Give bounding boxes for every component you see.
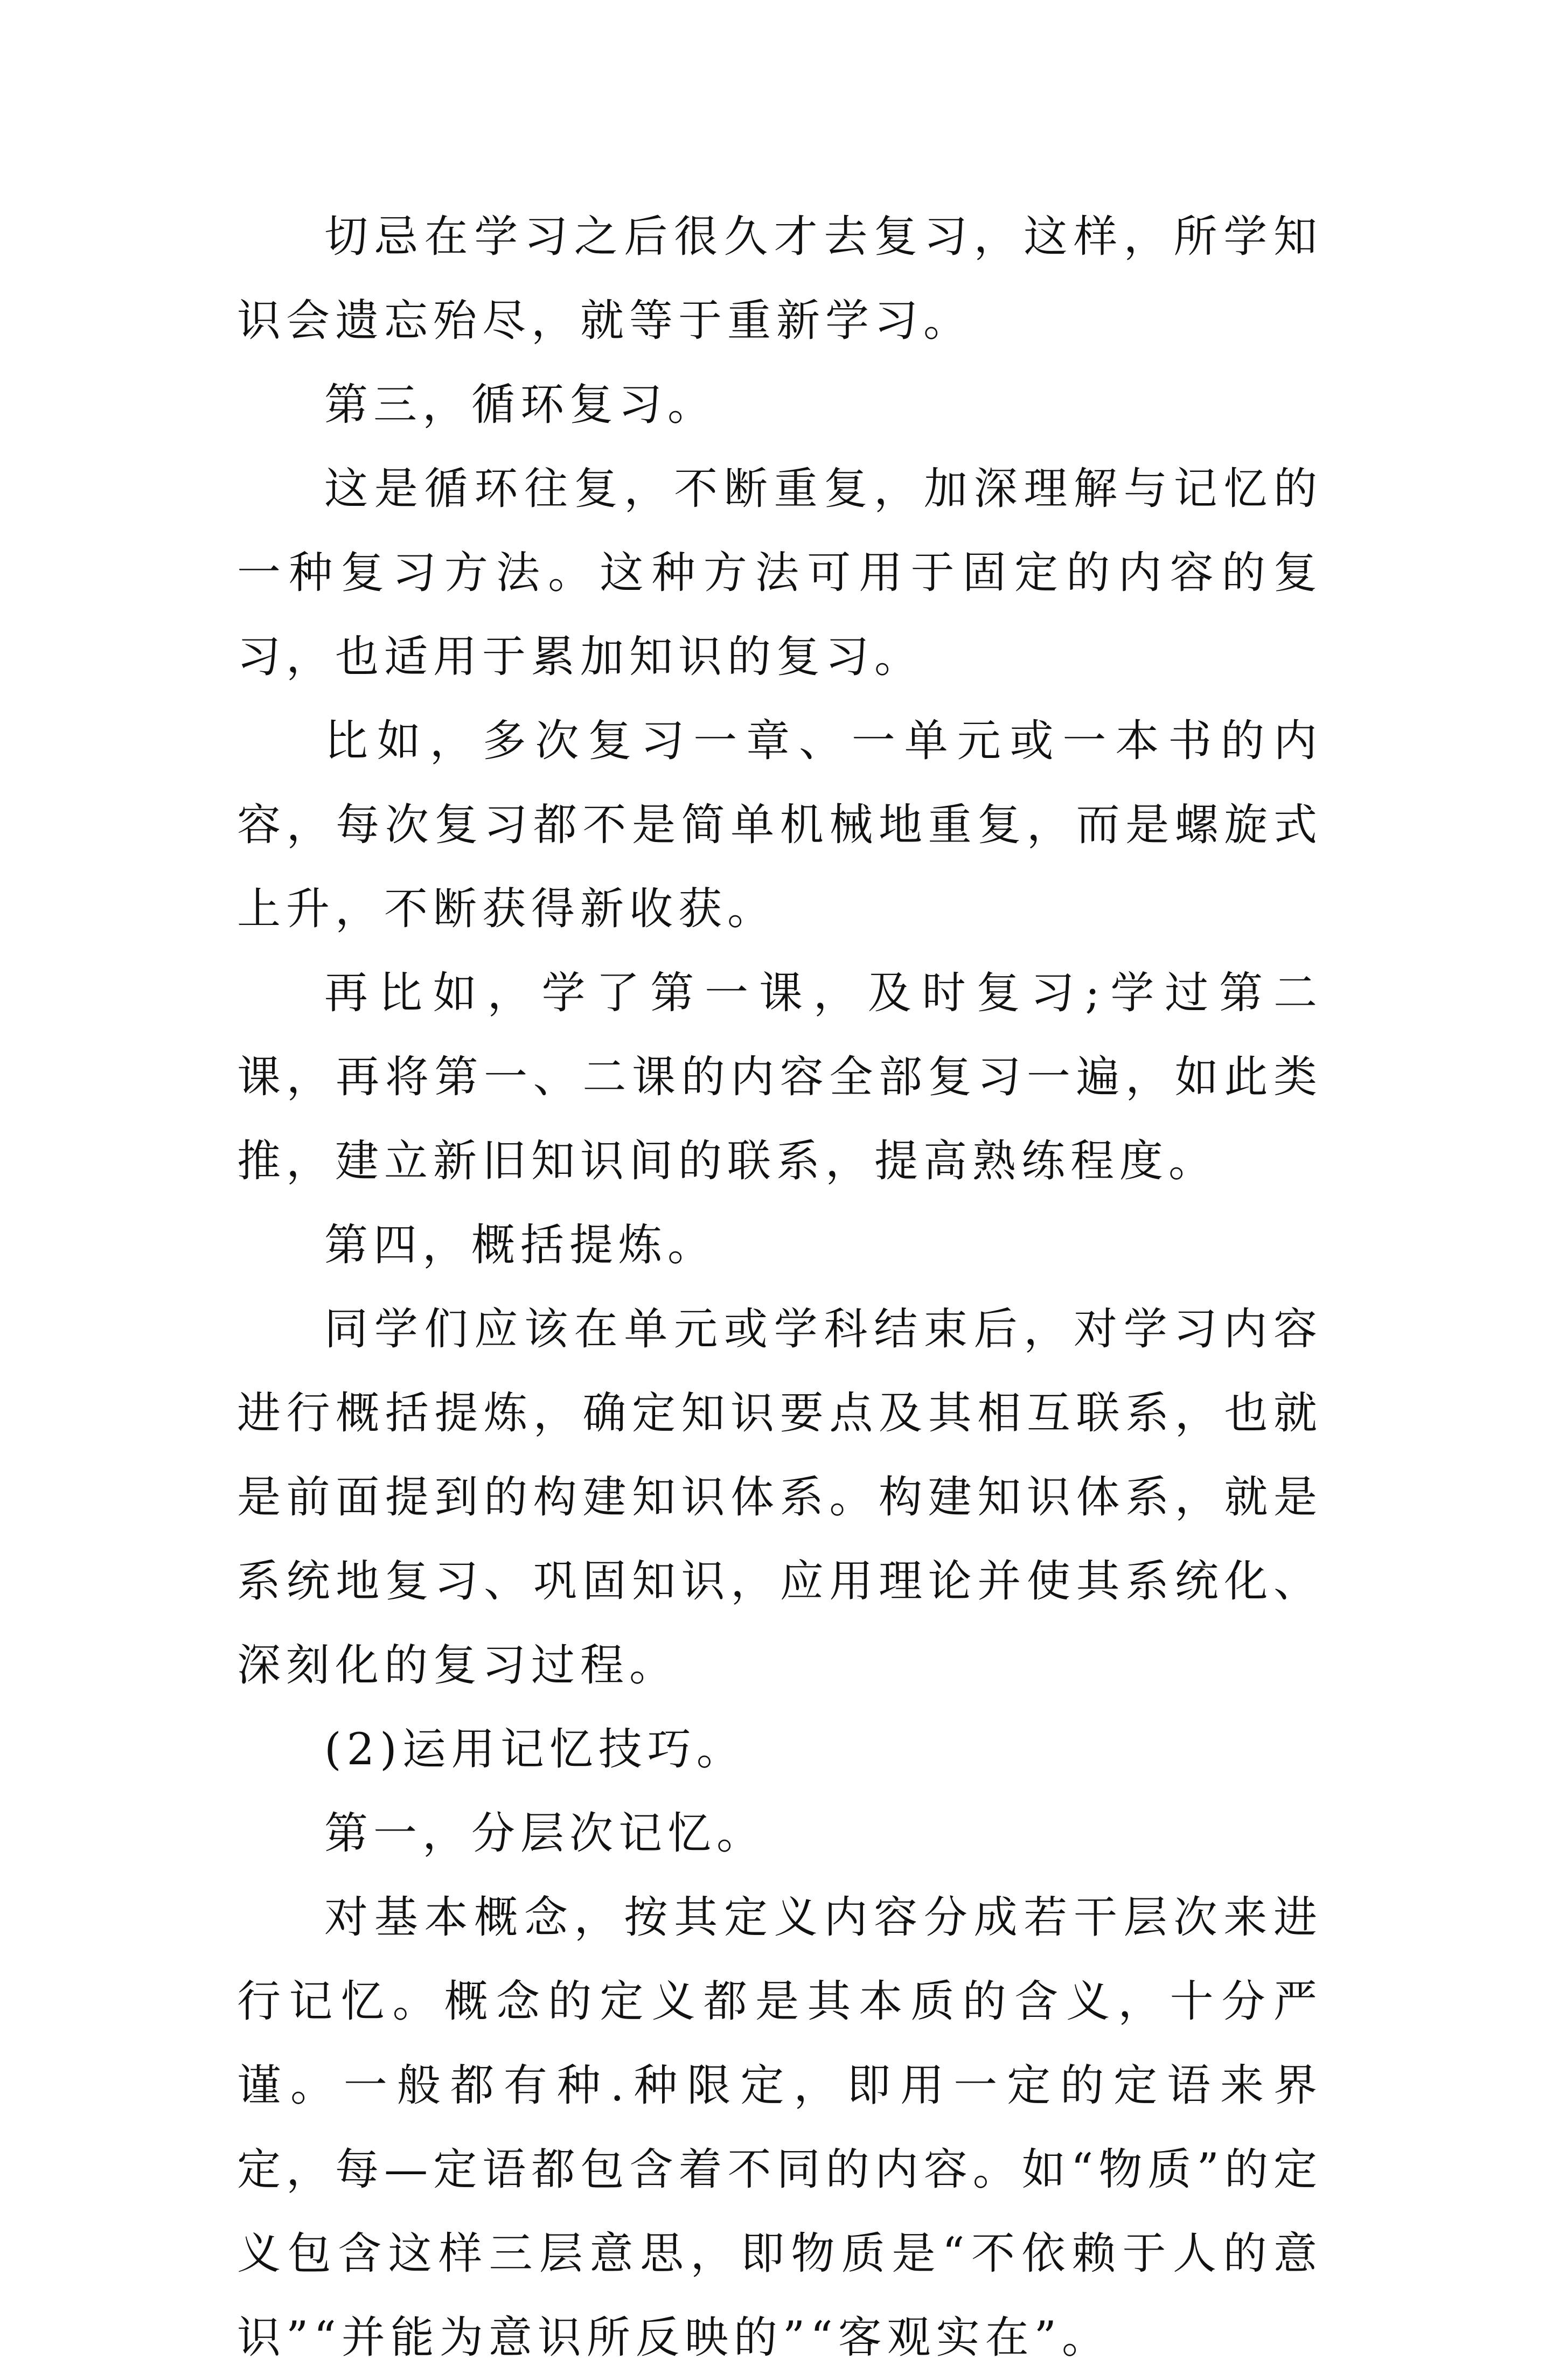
paragraph: 对基本概念，按其定义内容分成若干层次来进行记忆。概念的定义都是其本质的含义，十分严谨。一般都有种.种限定，即用一定的定语来界定，每—定语都包含着不同的内容。如“物质”的定义包含这样三层意思，即物质是“不依赖于人的意识”“并能为意识所反映的”“客观实在”。 (237, 1892, 1323, 2363)
section-heading: 第一，分层次记忆。 (324, 1808, 766, 1859)
paragraph: 同学们应该在单元或学科结束后，对学习内容进行概括提炼，确定知识要点及其相互联系，也就是前面提到的构建知识体系。构建知识体系，就是系统地复习、巩固知识，应用理论并使其系统化、深刻化的复习过程。 (237, 1304, 1323, 1691)
paragraph: 再比如，学了第一课，及时复习;学过第二课，再将第一、二课的内容全部复习一遍，如此类推，建立新旧知识间的联系，提高熟练程度。 (237, 968, 1323, 1187)
document-body (237, 195, 1323, 2380)
paragraph: 切忌在学习之后很久才去复习，这样，所学知识会遗忘殆尽，就等于重新学习。 (237, 212, 1323, 346)
paragraph: 这是循环往复，不断重复，加深理解与记忆的一种复习方法。这种方法可用于固定的内容的复习，也适用于累加知识的复习。 (237, 464, 1323, 683)
paragraph: 比如，多次复习一章、一单元或一本书的内容，每次复习都不是简单机械地重复，而是螺旋式上升，不断获得新收获。 (237, 716, 1323, 935)
section-heading: 第四，概括提炼。 (324, 1220, 717, 1271)
section-heading: 第三，循环复习。 (324, 380, 717, 430)
section-heading: (2)运用记忆技巧。 (324, 1724, 746, 1775)
